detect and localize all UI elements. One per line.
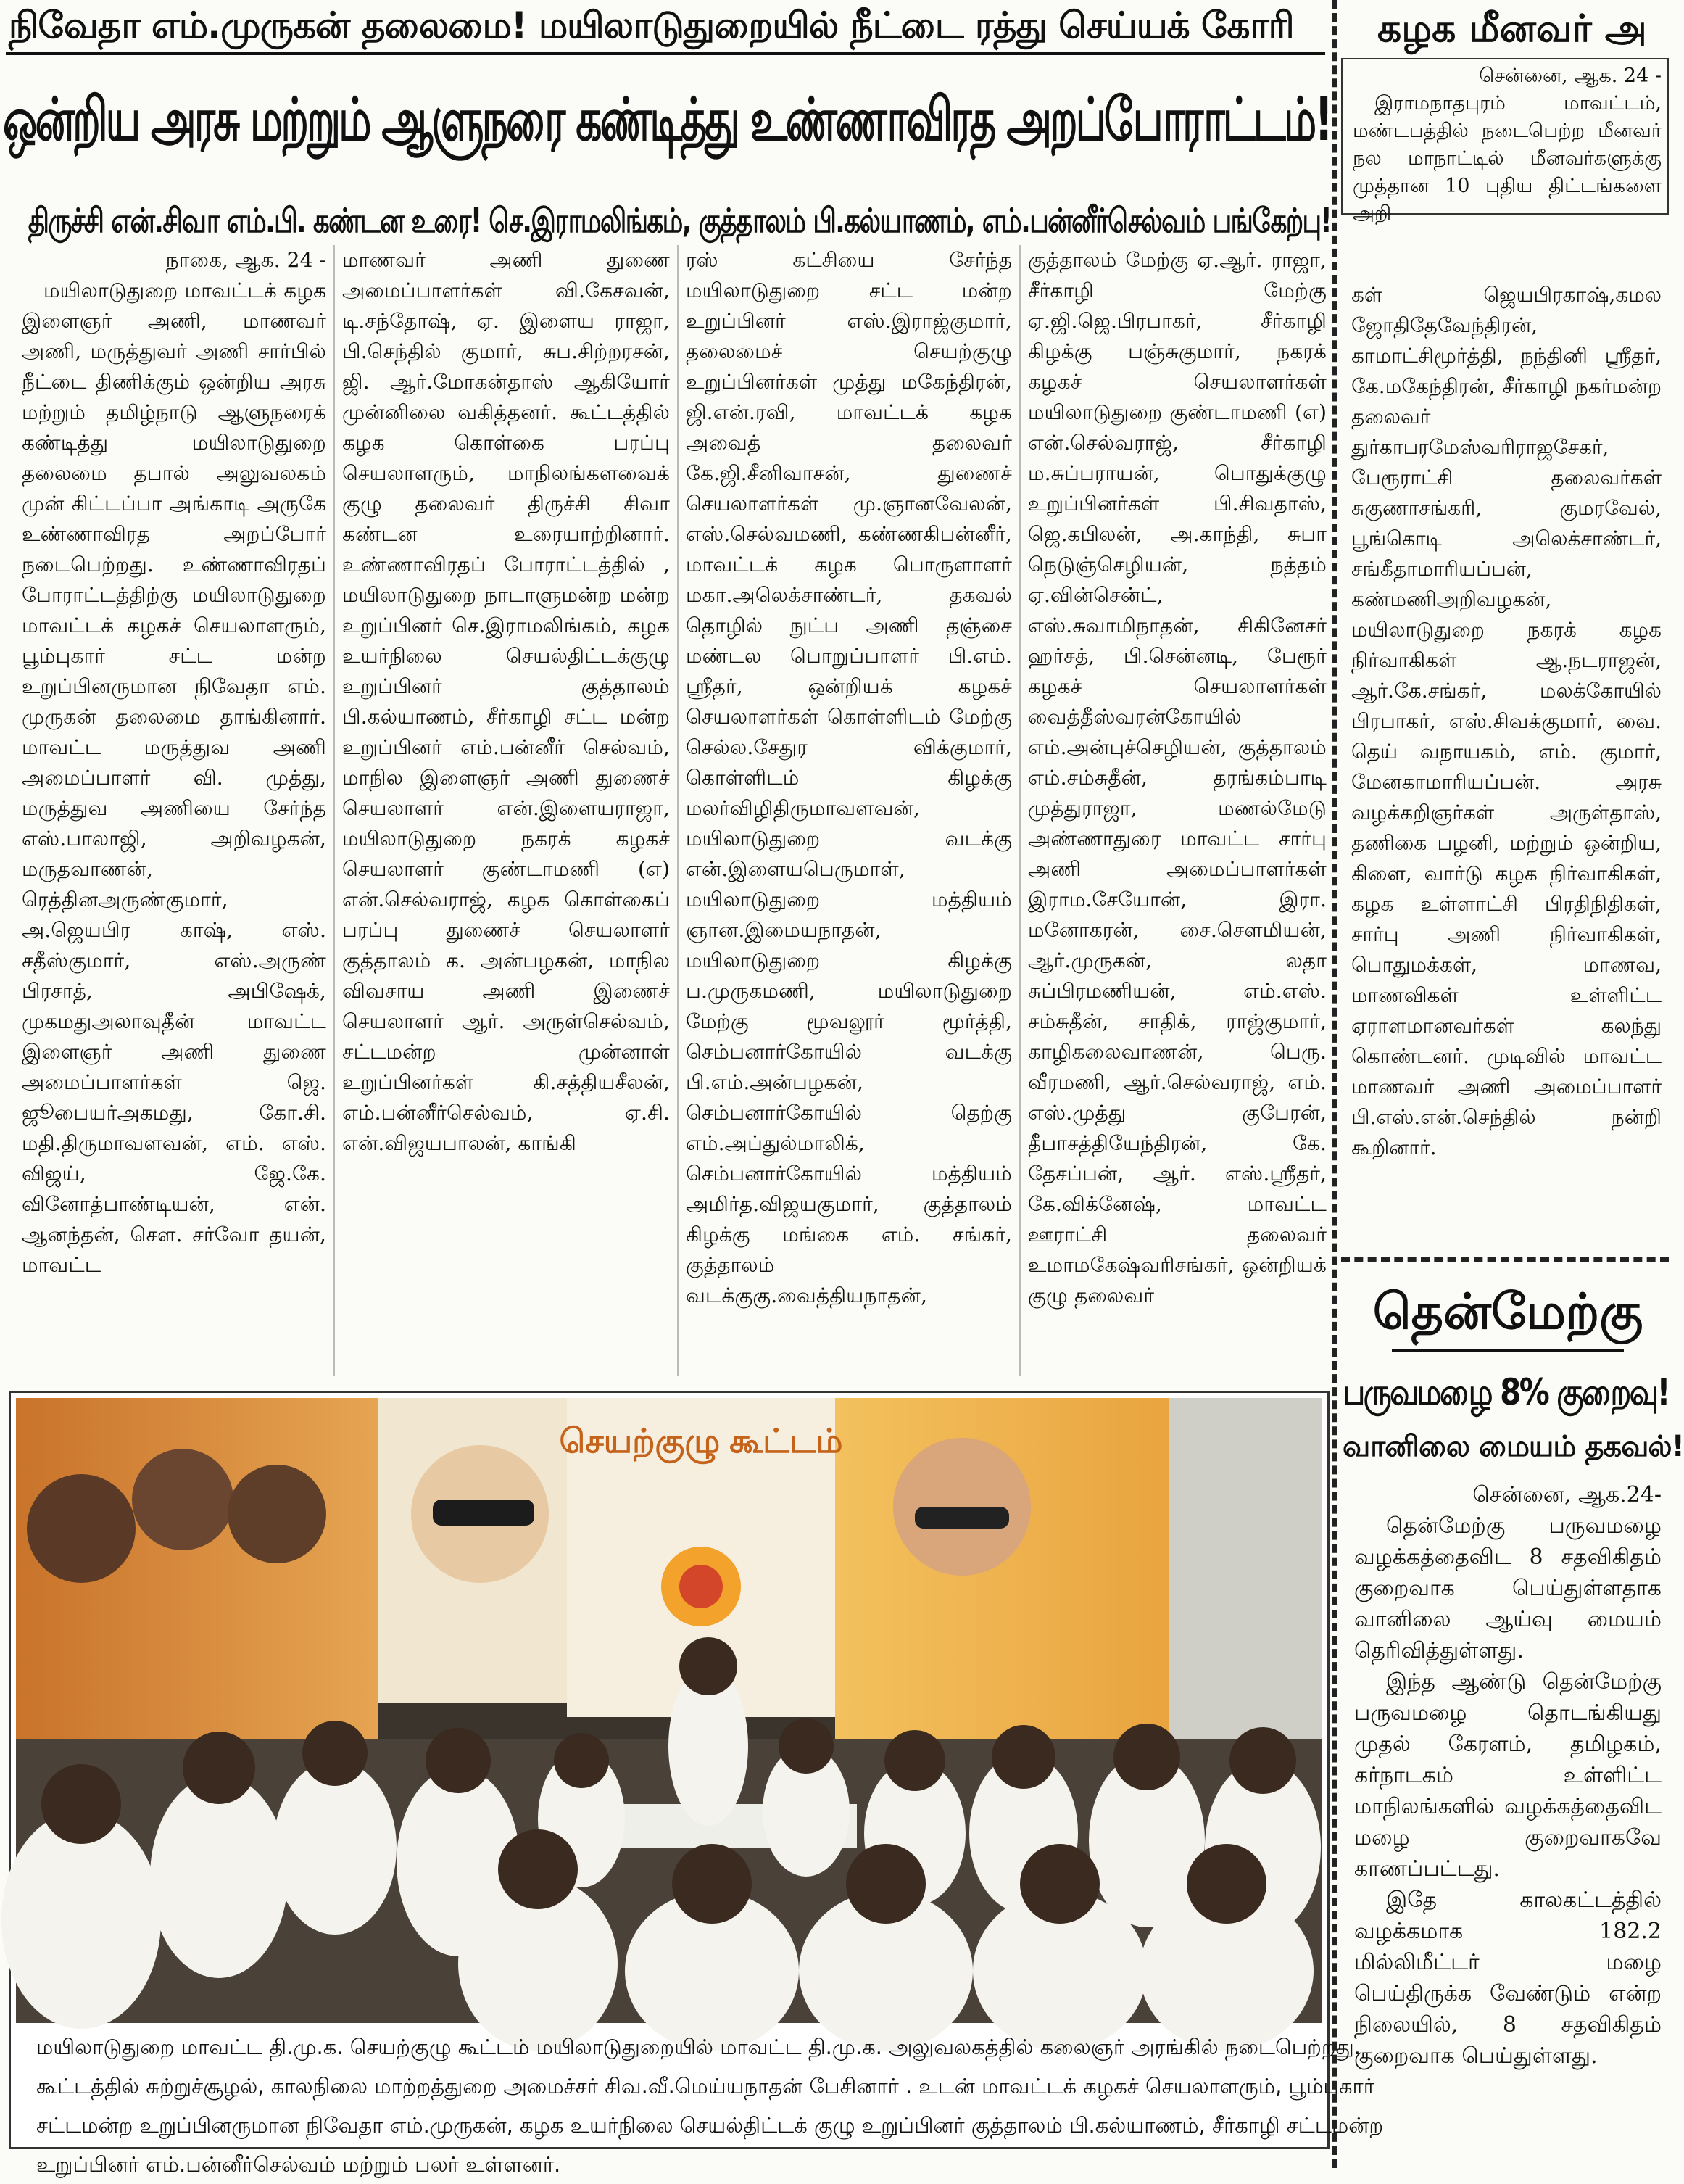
photo-caption bbox=[16, 2027, 1384, 2177]
caption-line: கூட்டத்தில் சுற்றுச்சூழல், காலநிலை மாற்றத்துறை அமைச்சர் சிவ.வீ.மெய்யநாதன் பேசினார் . உடன் மாவட்டக் கழகச் செயலாளரும், பூம்புகார் bbox=[36, 2074, 1374, 2098]
meeting-photo bbox=[16, 1398, 1322, 2023]
sub-headline: திருச்சி என்.சிவா எம்.பி. கண்டன உரை! செ.இராமலிங்கம், குத்தாலம் பி.கல்யாணம், எம்.பன்னீர்செல்வம் பங்கேற்பு! bbox=[28, 201, 1332, 240]
weather-story-dateline: சென்னை, ஆக.24- bbox=[1472, 1482, 1662, 1507]
article-text-2: மாணவர் அணி துணை அமைப்பாளர்கள் வி.கேசவன், டி.சந்தோஷ், ஏ. இளைய ராஜா, பி.செந்தில் குமார், சுப.சிற்றரசன், ஜி. ஆர்.மோகன்தாஸ் ஆகியோர் முன்னிலை வகித்தனர். கூட்டத்தில் கழக கொள்கை பரப்பு செயலாளரும், மாநிலங்களவைக் குழு தலைவர் திருச்சி சிவா கண்டன உரையாற்றினார். உண்ணாவிரதப் போராட்டத்தில் , மயிலாடுதுறை நாடாளுமன்ற மன்ற உறுப்பினர் செ.இராமலிங்கம், கழக உயர்நிலை செயல்திட்டக்குழு உறுப்பினர் குத்தாலம் பி.கல்யாணம், சீர்காழி சட்ட மன்ற உறுப்பினர் எம்.பன்னீர் செல்வம், மாநில இளைஞர் அணி துணைச் செயலாளர் என்.இளையராஜா, மயிலாடுதுறை நகரக் கழகச் செயலாளர் குண்டாமணி (எ) என்.செல்வராஜ், கழக கொள்கைப் பரப்பு துணைச் செயலாளர் குத்தாலம் க. அன்பழகன், மாநில விவசாய அணி இணைச் செயலாளர் ஆர். அருள்செல்வம், சட்டமன்ற முன்னாள் உறுப்பினர்கள் கி.சத்தியசீலன், எம்.பன்னீர்செல்வம், ஏ.சி. என்.விஜயபாலன், காங்கி bbox=[342, 248, 670, 1155]
wall-banner-text: செயற்குழு கூட்டம் bbox=[559, 1422, 843, 1460]
article-text-4: குத்தாலம் மேற்கு ஏ.ஆர். ராஜா, சீர்காழி மேற்கு ஏ.ஜி.ஜெ.பிரபாகர், சீர்காழி கிழக்கு பஞ்சுகுமார், நகரக் கழகச் செயலாளர்கள் மயிலாடுதுறை குண்டாமணி (எ) என்.செல்வராஜ், சீர்காழி ம.சுப்பராயன், பொதுக்குழு உறுப்பினர்கள் பி.சிவதாஸ், ஜெ.கபிலன், அ.காந்தி, சுபா நெடுஞ்செழியன், நத்தம் ஏ.வின்சென்ட், எஸ்.சுவாமிநாதன், சிகினேசர் ஹர்சத், பி.சென்னடி, பேரூர் கழகச் செயலாளர்கள் வைத்தீஸ்வரன்கோயில் எம்.அன்புச்செழியன், குத்தாலம் எம்.சம்சுதீன், தரங்கம்பாடி முத்துராஜா, மணல்மேடு அண்ணாதுரை மாவட்ட சார்பு அணி அமைப்பாளர்கள் இராம.சேயோன், இரா. மனோகரன், சை.சௌமியன், ஆர்.முருகன், லதா சுப்பிரமணியன், எம்.எஸ். சம்சுதீன், சாதிக், ராஜ்குமார், காழிகலைவாணன், பெரு. வீரமணி, ஆர்.செல்வராஜ், எம். எஸ்.முத்து குபேரன், தீபாசத்தியேந்திரன், கே. தேசப்பன், ஆர். எஸ்.ஸ்ரீதர், கே.விக்னேஷ், மாவட்ட ஊராட்சி தலைவர் உமாமகேஷ்வரிசங்கர், ஒன்றியக் குழு தலைவர் bbox=[1028, 248, 1327, 1307]
article-column-2 bbox=[342, 245, 670, 1376]
sidebar-story-box bbox=[1341, 58, 1669, 225]
sidebar-story-lead: இராமநாதபுரம் மாவட்டம், மண்டபத்தில் நடைபெற்ற மீனவர் நல மாநாட்டில் மீனவர்களுக்கு முத்தான 10 புதிய திட்டங்களை அறி bbox=[1353, 92, 1662, 225]
wall-banner-text-group bbox=[560, 1422, 843, 1464]
main-headline: ஒன்றிய அரசு மற்றும் ஆளுநரை கண்டித்து உண்ணாவிரத அறப்போராட்டம்! bbox=[3, 86, 1332, 154]
caption-line: உறுப்பினர் எம்.பன்னீர்செல்வம் மற்றும் பலர் உள்ளனர். bbox=[36, 2152, 561, 2177]
article-column-3 bbox=[686, 245, 1012, 1376]
caption-line: மயிலாடுதுறை மாவட்ட தி.மு.க. செயற்குழு கூட்டம் மயிலாடுதுறையில் மாவட்ட தி.மு.க. அலுவலகத்தில் கலைஞர் அரங்கில் நடைபெற்றது. bbox=[36, 2035, 1361, 2059]
column-divider bbox=[677, 245, 679, 1376]
column-divider bbox=[333, 245, 335, 1376]
article-text-3: ரஸ் கட்சியை சேர்ந்த மயிலாடுதுறை சட்ட மன்ற உறுப்பினர் எஸ்.இராஜ்குமார், தலைமைச் செயற்குழு உறுப்பினர்கள் முத்து மகேந்திரன், ஜி.என்.ரவி, மாவட்டக் கழக அவைத் தலைவர் கே.ஜி.சீனிவாசன், துணைச் செயலாளர்கள் மு.ஞானவேலன், எஸ்.செல்வமணி, கண்ணகிபன்னீர், மாவட்டக் கழக பொருளாளர் மகா.அலெக்சாண்டர், தகவல் தொழில் நுட்ப அணி தஞ்சை மண்டல பொறுப்பாளர் பி.எம். ஸ்ரீதர், ஒன்றியக் கழகச் செயலாளர்கள் கொள்ளிடம் மேற்கு செல்ல.சேதுர விக்குமார், கொள்ளிடம் கிழக்கு மலர்விழிதிருமாவளவன், மயிலாடுதுறை வடக்கு என்.இளையபெருமாள், மயிலாடுதுறை மத்தியம் ஞான.இமையநாதன், மயிலாடுதுறை கிழக்கு ப.முருகமணி, மயிலாடுதுறை மேற்கு மூவலூர் மூர்த்தி, செம்பனார்கோயில் வடக்கு பி.எம்.அன்பழகன், செம்பனார்கோயில் தெற்கு எம்.அப்துல்மாலிக், செம்பனார்கோயில் மத்தியம் அமிர்த.விஜயகுமார், குத்தாலம் கிழக்கு மங்கை எம். சங்கர், குத்தாலம் வடக்குகு.வைத்தியநாதன், bbox=[686, 248, 1012, 1307]
weather-story-title: தென்மேற்கு bbox=[1372, 1283, 1643, 1341]
article-text-1: மயிலாடுதுறை மாவட்டக் கழக இளைஞர் அணி, மாணவர் அணி, மருத்துவர் அணி சார்பில் நீட்டை திணிக்கும் ஒன்றிய அரசு மற்றும் தமிழ்நாடு ஆளுநரைக் கண்டித்து மயிலாடுதுறை தலைமை தபால் அலுவலகம் முன் கிட்டப்பா அங்காடி அருகே உண்ணாவிரத அறப்போர் நடைபெற்றது. உண்ணாவிரதப் போராட்டத்திற்கு மயிலாடுதுறை மாவட்டக் கழகச் செயலாளரும், பூம்புகார் சட்ட மன்ற உறுப்பினருமான நிவேதா எம். முருகன் தலைமை தாங்கினார். மாவட்ட மருத்துவ அணி அமைப்பாளர் வி. முத்து, மருத்துவ அணியை சேர்ந்த எஸ்.பாலாஜி, அறிவழகன், மருதவாணன், ரெத்தினஅருண்குமார், அ.ஜெயபிர காஷ், எஸ். சதீஸ்குமார், எஸ்.அருண் பிரசாத், அபிஷேக், முகமதுஅலாவுதீன் மாவட்ட இளைஞர் அணி துணை அமைப்பாளர்கள் ஜெ. ஜூபையர்அகமது, கோ.சி. மதி.திருமாவளவன், எம். எஸ். விஜய், ஜே.கே. வினோத்பாண்டியன், என். ஆனந்தன், செள. சர்வோ தயன், மாவட்ட bbox=[22, 278, 326, 1277]
weather-paragraph: இந்த ஆண்டு தென்மேற்கு பருவமழை தொடங்கியது முதல் கேரளம், தமிழகம், கர்நாடகம் உள்ளிட்ட மாநிலங்களில் வழக்கத்தைவிட மழை குறைவாகவே காணப்பட்டது. bbox=[1354, 1669, 1662, 1882]
sidebar-story-dateline: சென்னை, ஆக. 24 - bbox=[1479, 65, 1662, 87]
weather-paragraph: தென்மேற்கு பருவமழை வழக்கத்தைவிட 8 சதவிகிதம் குறைவாக பெய்துள்ளதாக வானிலை ஆய்வு மையம் தெரிவித்துள்ளது. bbox=[1354, 1513, 1662, 1663]
sidebar-section-divider bbox=[1341, 1257, 1669, 1262]
weather-story-body bbox=[1341, 1479, 1669, 2168]
caption-line: சட்டமன்ற உறுப்பினருமான நிவேதா எம்.முருகன், கழக உயர்நிலை செயல்திட்டக் குழு உறுப்பினர் குத்தாலம் பி.கல்யாணம், சீர்காழி சட்டமன்ற bbox=[36, 2113, 1384, 2138]
sidebar-dashed-divider bbox=[1332, 0, 1337, 2168]
sidebar-continuation-text: கள் ஜெயபிரகாஷ்,கமல ஜோதிதேவேந்திரன், காமாட்சிமூர்த்தி, நந்தினி ஸ்ரீதர், கே.மகேந்திரன், சீர்காழி நகர்மன்ற தலைவர் துர்காபரமேஸ்வரிராஜசேகர், பேரூராட்சி தலைவர்கள் சுகுணாசங்கரி, குமரவேல், பூங்கொடி அலெக்சாண்டர், சங்கீதாமாரியப்பன், கண்மணிஅறிவழகன், மயிலாடுதுறை நகரக் கழக நிர்வாகிகள் ஆ.நடராஜன், ஆர்.கே.சங்கர், மலக்கோயில் பிரபாகர், எஸ்.சிவக்குமார், வை. தெய் வநாயகம், எம். குமார், மேனகாமாரியப்பன். அரசு வழக்கறிஞர்கள் அருள்தாஸ், தணிகை பழனி, மற்றும் ஒன்றிய, கிளை, வார்டு கழக நிர்வாகிகள், கழக உள்ளாட்சி பிரதிநிதிகள், சார்பு அணி நிர்வாகிகள், பொதுமக்கள், மாணவ, மாணவிகள் உள்ளிட்ட ஏராளமானவர்கள் கலந்து கொண்டனர். முடிவில் மாவட்ட மாணவர் அணி அமைப்பாளர் பி.எஸ்.என்.செந்தில் நன்றி கூறினார். bbox=[1351, 283, 1662, 1159]
sidebar-story-title: கழக மீனவர் அ bbox=[1377, 7, 1647, 51]
weather-story-subheadline: வானிலை மையம் தகவல்! bbox=[1343, 1430, 1684, 1463]
kicker-rule bbox=[6, 52, 1325, 55]
weather-paragraph: இதே காலகட்டத்தில் வழக்கமாக 182.2 மில்லிமீட்டர் மழை பெய்திருக்க வேண்டும் என்ற நிலையில், 8 சதவிகிதம் குறைவாக பெய்துள்ளது. bbox=[1354, 1887, 1662, 2069]
article-column-4 bbox=[1028, 245, 1327, 1376]
article-dateline: நாகை, ஆக. 24 - bbox=[165, 248, 326, 272]
weather-story-headline: பருவமழை 8% குறைவு! bbox=[1343, 1371, 1670, 1413]
kicker-headline: நிவேதா எம்.முருகன் தலைமை! மயிலாடுதுறையில் நீட்டை ரத்து செய்யக் கோரி bbox=[9, 4, 1294, 46]
article-column-1 bbox=[22, 245, 326, 1376]
column-divider bbox=[1019, 245, 1021, 1376]
weather-title-rule bbox=[1392, 1349, 1624, 1352]
